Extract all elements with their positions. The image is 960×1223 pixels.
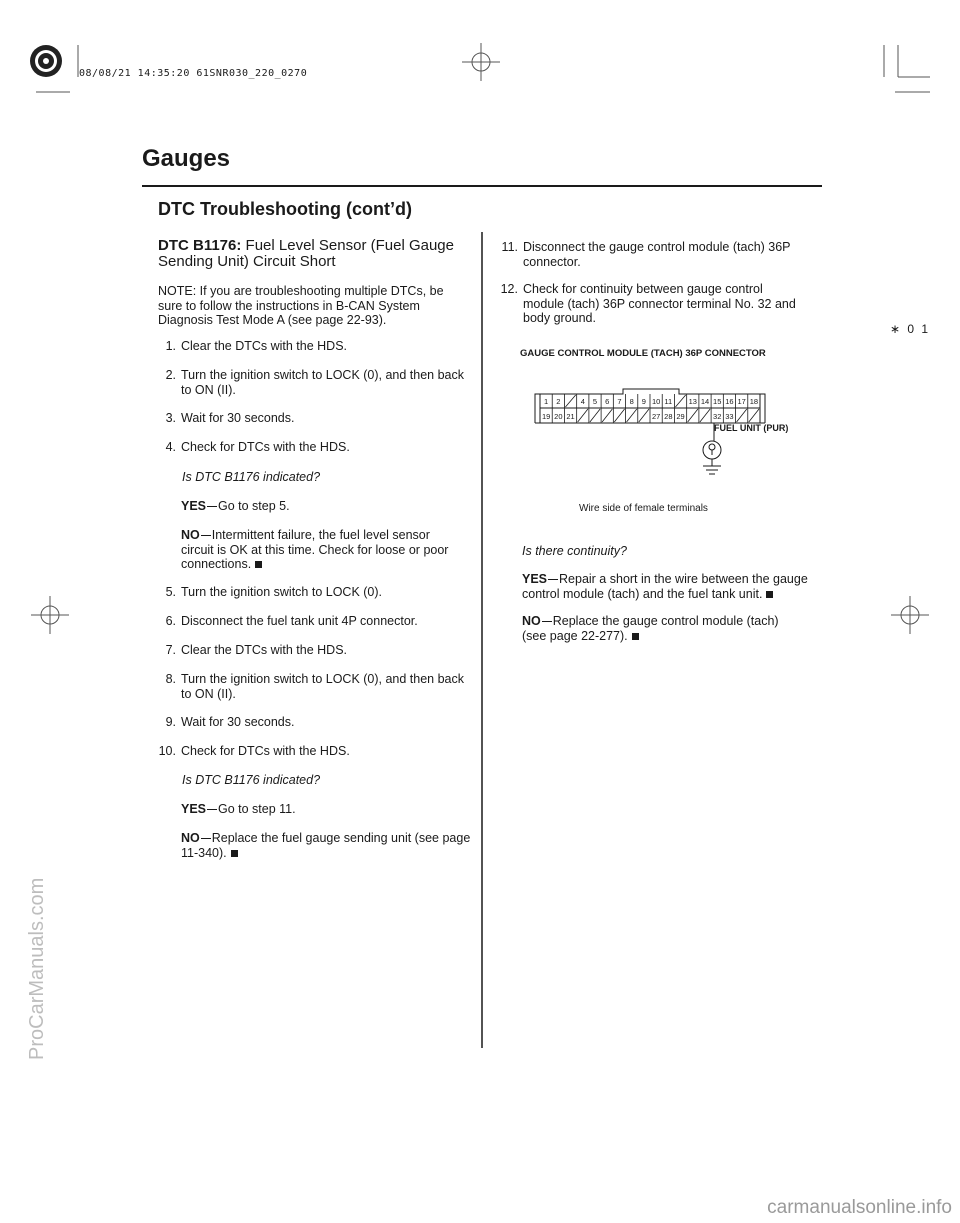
bottom-row-terminal-19: 19 [541,412,551,421]
diagram-title: GAUGE CONTROL MODULE (TACH) 36P CONNECTOR [520,348,766,359]
step-text: Wait for 30 seconds. [181,411,295,425]
no-text: Replace the gauge control module (tach) [552,614,779,628]
no-text: (see page 22-277). [522,628,628,643]
q1-yes [181,499,290,514]
question-2: Is DTC B1176 indicated? [182,773,321,787]
step-text: Disconnect the fuel tank unit 4P connector. [181,614,418,628]
end-mark-icon [632,633,639,640]
step-text: Disconnect the gauge control module (tach) 36P connector. [523,240,791,269]
no-text: circuit is OK at this time. Check for loose or poor [181,542,449,557]
step-number: 3. [165,411,176,425]
step-text: Turn the ignition switch to LOCK (0). [181,585,383,599]
step-number: 12. [500,282,518,296]
bottom-watermark: carmanualsonline.info [767,1197,952,1218]
step-number: 2. [165,368,176,382]
step-number: 5. [165,585,176,599]
no-text: Intermittent failure, the fuel level sensor [211,528,430,542]
q3-yes [522,572,822,601]
yes-text: Go to step 5. [218,499,290,513]
top-row-terminal-2: 2 [556,397,561,406]
step-text: Check for DTCs with the HDS. [181,440,350,454]
top-row-terminal-10: 10 [651,397,661,406]
step-text: Check for DTCs with the HDS. [181,744,350,758]
top-row-terminal-18: 18 [749,397,759,406]
step-number: 10. [158,744,176,758]
top-row-terminal-5: 5 [592,397,598,406]
dtc-code: DTC B1176: [158,237,242,254]
step-text: Check for continuity between gauge control module (tach) 36P connector terminal No. 32 and body ground. [523,282,796,325]
q2-no [181,831,481,860]
dtc-title-line1: Fuel Level Sensor (Fuel Gauge [245,237,454,254]
note [158,284,478,328]
q3-no [522,614,822,643]
yes-label: YES [181,802,207,816]
bottom-row-terminal-28: 28 [664,412,673,421]
empty-cavity-mark [590,409,600,422]
top-row-terminal-1: 1 [544,397,549,406]
yes-text: Repair a short in the wire between the gauge [559,572,808,586]
step-text: Turn the ignition switch to LOCK (0), and then back to ON (II). [181,368,465,397]
no-label: NO [181,831,200,845]
bottom-row-terminal-20: 20 [554,412,563,421]
end-mark-icon [231,850,238,857]
question-1: Is DTC B1176 indicated? [182,470,321,484]
yes-text: Go to step 11. [218,802,296,816]
top-row-terminal-9: 9 [641,397,646,406]
bottom-row-terminal-29: 29 [676,412,685,421]
no-label: NO [522,614,541,628]
dtc-title-line2: Sending Unit) Circuit Short [158,253,336,270]
note-line: Diagnosis Test Mode A (see page 22-93). [158,313,387,327]
end-mark-icon [766,591,773,598]
step-number: 11. [501,240,518,254]
empty-cavity-mark [749,409,759,422]
empty-cavity-mark [565,395,575,407]
yes-label: YES [522,572,548,586]
connector-diagram [533,386,833,486]
q1-no [181,528,481,572]
dtc-heading [158,238,478,270]
empty-cavity-mark [578,409,588,422]
step-number: 7. [165,643,176,657]
yes-label: YES [181,499,207,513]
empty-cavity-mark [675,395,685,407]
empty-cavity-mark [700,409,710,422]
empty-cavity-mark [602,409,612,422]
top-row-terminal-8: 8 [629,397,634,406]
step-text: Turn the ignition switch to LOCK (0), and then back to ON (II). [181,672,465,701]
bottom-row-terminal-33: 33 [725,412,734,421]
step-text: Wait for 30 seconds. [181,715,295,729]
bottom-row-terminal-32: 32 [713,412,722,421]
step-number: 9. [165,715,176,729]
step-number: 1. [165,339,176,353]
bottom-row-terminal-21: 21 [566,412,575,421]
end-mark-icon [255,561,262,568]
top-row-terminal-16: 16 [725,397,734,406]
left-watermark: ProCarManuals.com [26,877,48,1060]
bottom-row-terminal-27: 27 [651,412,661,421]
top-row-terminal-15: 15 [713,397,722,406]
step-number: 6. [165,614,176,628]
subsection-title: DTC Troubleshooting (cont’d) [158,199,412,219]
empty-cavity-mark [627,409,637,422]
no-text: connections. [181,557,252,571]
fuel-unit-label: FUEL UNIT (PUR) [714,423,789,433]
note-line: NOTE: If you are troubleshooting multiple DTCs, be [158,284,444,298]
top-row-terminal-11: 11 [664,397,673,406]
top-row-terminal-7: 7 [617,397,622,406]
diagram-caption: Wire side of female terminals [579,503,708,514]
note-line: sure to follow the instructions in B-CAN System [158,298,420,313]
step-text: Clear the DTCs with the HDS. [181,339,348,353]
empty-cavity-mark [614,409,624,422]
empty-cavity-mark [688,409,698,422]
connector-graphic [533,386,833,486]
revision-mark: ∗ 0 1 [890,322,931,336]
section-title: Gauges [142,145,231,172]
print-timestamp: 08/08/21 14:35:20 61SNR030_220_0270 [79,68,308,79]
no-text: 11-340). [181,845,227,860]
no-text: Replace the fuel gauge sending unit (see page [211,831,471,845]
question-3: Is there continuity? [522,544,627,558]
empty-cavity-mark [737,409,747,422]
top-row-terminal-4: 4 [580,397,585,406]
q2-yes [181,802,296,817]
yes-text: control module (tach) and the fuel tank unit. [522,586,763,601]
top-row-terminal-17: 17 [737,397,746,406]
top-row-terminal-14: 14 [700,397,710,406]
no-label: NO [181,528,200,542]
step-number: 8. [165,672,176,686]
empty-cavity-mark [639,409,649,422]
top-row-terminal-6: 6 [605,397,610,406]
top-row-terminal-13: 13 [688,397,697,406]
step-text: Clear the DTCs with the HDS. [181,643,348,657]
step-number: 4. [165,440,176,454]
